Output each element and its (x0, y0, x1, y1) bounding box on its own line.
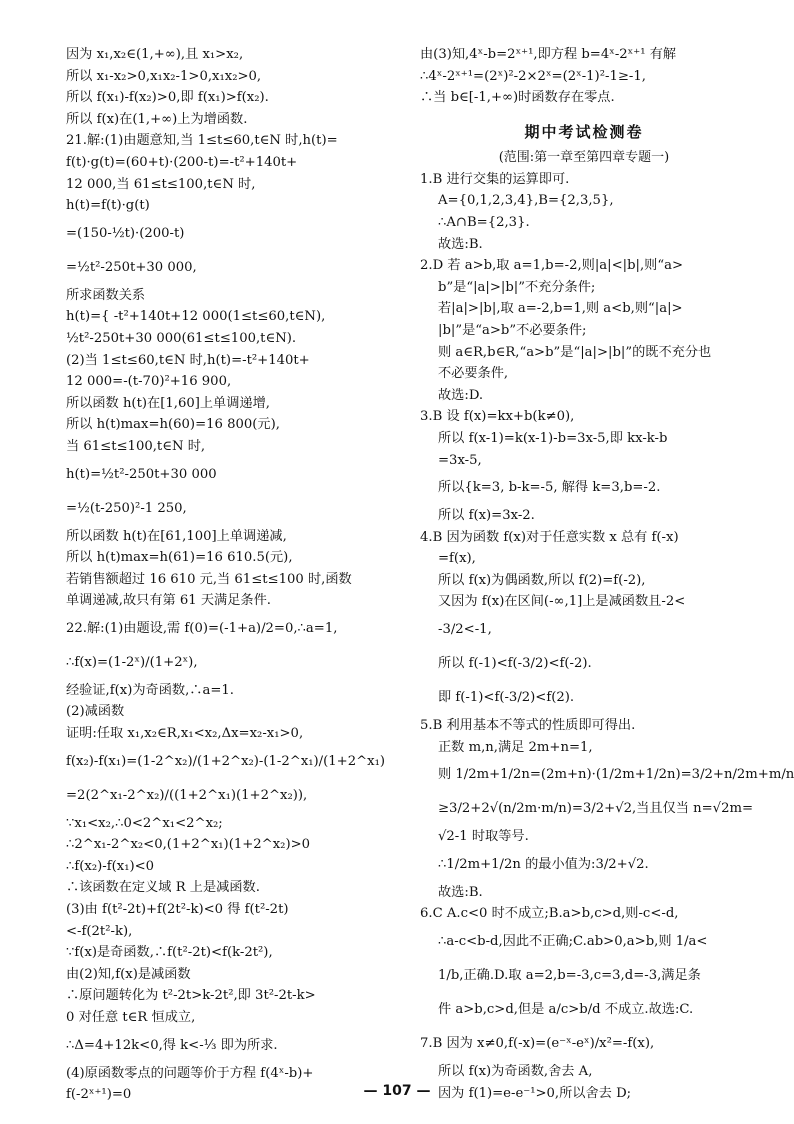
text-line: ∴2^x₁-2^x₂<0,(1+2^x₁)(1+2^x₂)>0 (66, 837, 311, 853)
text-line: ∴Δ=4+12k<0,得 k<-⅓ 即为所求. (66, 1037, 278, 1053)
right-column (420, 44, 794, 1104)
text-line: 所以函数 h(t)在[61,100]上单调递减, (66, 528, 287, 544)
text-line: 所以 f(x-1)=k(x-1)-b=3x-5,即 kx-k-b (438, 430, 668, 446)
text-line: h(t)=f(t)·g(t) (66, 198, 150, 214)
text-line: 0 对任意 t∈R 恒成立, (66, 1010, 196, 1025)
text-line: 因为 f(1)=e-e⁻¹>0,所以舍去 D; (438, 1085, 632, 1101)
text-line: =(150-½t)·(200-t) (66, 225, 185, 241)
text-line: 所以 f(-1)<f(-3/2)<f(-2). (438, 656, 592, 672)
text-line: 又因为 f(x)在区间(-∞,1]上是减函数且-2< (438, 594, 686, 610)
text-line: =3x-5, (438, 452, 482, 468)
text-line: f(-2ˣ⁺¹)=0 (66, 1087, 132, 1103)
text-line: ≥3/2+2√(n/2m·m/n)=3/2+√2,当且仅当 n=√2m= (438, 801, 754, 817)
text-line: b”是“|a|>|b|”不充分条件; (438, 279, 596, 295)
text-line: (2)当 1≤t≤60,t∈N 时,h(t)=-t²+140t+ (66, 352, 310, 368)
page-number: — 107 — (363, 1083, 431, 1099)
text-line: |b|”是“a>b”不必要条件; (438, 322, 587, 338)
text-line: ∴该函数在定义域 R 上是减函数. (66, 880, 260, 896)
text-line: =½(t-250)²-1 250, (66, 500, 187, 516)
answer-1: 1.B 进行交集的运算即可. (420, 171, 570, 187)
text-line: 所以 x₁-x₂>0,x₁x₂-1>0,x₁x₂>0, (66, 68, 262, 84)
text-line: 所以 h(t)max=h(60)=16 800(元), (66, 417, 280, 433)
text-line: 所以 f(x)为奇函数,舍去 A, (438, 1064, 593, 1080)
text-line: ∴4ˣ-2ˣ⁺¹=(2ˣ)²-2×2ˣ=(2ˣ-1)²-1≥-1, (420, 68, 646, 84)
text-line: ∵f(x)是奇函数,∴f(t²-2t)<f(k-2t²), (66, 945, 273, 961)
text-line: h(t)=½t²-250t+30 000 (66, 466, 217, 482)
text-line: 12 000,当 61≤t≤100,t∈N 时, (66, 176, 256, 192)
section-title: 期中考试检测卷 (524, 122, 644, 141)
text-line: 所以{k=3, b-k=-5, 解得 k=3,b=-2. (438, 480, 661, 496)
text-line: ∴原问题转化为 t²-2t>k-2t²,即 3t²-2t-k> (66, 988, 316, 1004)
text-line: 经验证,f(x)为奇函数,∴a=1. (66, 682, 234, 698)
text-line: 所以 f(x)为偶函数,所以 f(2)=f(-2), (438, 572, 646, 588)
text-line: 证明:任取 x₁,x₂∈R,x₁<x₂,Δx=x₂-x₁>0, (66, 726, 304, 742)
text-line: =2(2^x₁-2^x₂)/((1+2^x₁)(1+2^x₂)), (66, 787, 308, 803)
text-line: 故选:B. (438, 884, 483, 900)
problem-21-heading: 21.解:(1)由题意知,当 1≤t≤60,t∈N 时,h(t)= (66, 133, 338, 149)
answer-3: 3.B 设 f(x)=kx+b(k≠0), (420, 409, 575, 425)
answer-6: 6.C A.c<0 时不成立;B.a>b,c>d,则-c<-d, (420, 906, 679, 922)
text-line: =f(x), (438, 551, 476, 567)
text-line: ∴当 b∈[-1,+∞)时函数存在零点. (420, 90, 615, 106)
section-range: (范围:第一章至第四章专题一) (498, 149, 670, 165)
text-line: =½t²-250t+30 000, (66, 259, 197, 275)
answer-7: 7.B 因为 x≠0,f(-x)=(e⁻ˣ-eˣ)/x²=-f(x), (420, 1036, 655, 1052)
text-line: 所以 f(x)在(1,+∞)上为增函数. (66, 111, 248, 127)
text-line: 正数 m,n,满足 2m+n=1, (438, 739, 593, 755)
text-line: f(t)·g(t)=(60+t)·(200-t)=-t²+140t+ (66, 154, 298, 170)
text-line: 单调递减,故只有第 61 天满足条件. (66, 593, 271, 609)
left-column (66, 44, 404, 1106)
answer-2: 2.D 若 a>b,取 a=1,b=-2,则|a|<|b|,则“a> (420, 258, 684, 274)
text-line: (3)由 f(t²-2t)+f(2t²-k)<0 得 f(t²-2t) (66, 902, 289, 918)
text-line: 12 000=-(t-70)²+16 900, (66, 374, 232, 390)
text-line: ∴f(x₂)-f(x₁)<0 (66, 858, 155, 874)
problem-22-heading: 22.解:(1)由题设,需 f(0)=(-1+a)/2=0,∴a=1, (66, 620, 338, 636)
text-line: ∴a-c<b-d,因此不正确;C.ab>0,a>b,则 1/a< (438, 934, 708, 950)
text-line: -3/2<-1, (438, 622, 492, 638)
text-line: 件 a>b,c>d,但是 a/c>b/d 不成立.故选:C. (438, 1002, 694, 1018)
answer-5: 5.B 利用基本不等式的性质即可得出. (420, 718, 636, 734)
text-line: 所以函数 h(t)在[1,60]上单调递增, (66, 395, 270, 411)
text-line: 若销售额超过 16 610 元,当 61≤t≤100 时,函数 (66, 571, 352, 587)
text-line: A={0,1,2,3,4},B={2,3,5}, (438, 193, 614, 209)
text-line: 由(3)知,4ˣ-b=2ˣ⁺¹,即方程 b=4ˣ-2ˣ⁺¹ 有解 (420, 47, 677, 62)
text-line: 1/b,正确.D.取 a=2,b=-3,c=3,d=-3,满足条 (438, 968, 701, 984)
text-line: ∵x₁<x₂,∴0<2^x₁<2^x₂; (66, 815, 223, 831)
text-line: 则 a∈R,b∈R,“a>b”是“|a|>|b|”的既不充分也 (438, 344, 712, 360)
text-line: 所求函数关系 (66, 287, 146, 303)
text-line: 若|a|>|b|,取 a=-2,b=1,则 a<b,则“|a|> (438, 301, 683, 317)
piecewise-line: h(t)={ -t²+140t+12 000(1≤t≤60,t∈N), (66, 309, 326, 325)
text-line: 当 61≤t≤100,t∈N 时, (66, 438, 206, 454)
text-line: 即 f(-1)<f(-3/2)<f(2). (438, 690, 575, 706)
text-line: 所以 h(t)max=h(61)=16 610.5(元), (66, 550, 293, 566)
text-line: 不必要条件, (438, 366, 509, 382)
text-line: 故选:B. (438, 236, 483, 252)
text-line: ∴f(x)=(1-2ˣ)/(1+2ˣ), (66, 654, 198, 670)
text-line: 因为 x₁,x₂∈(1,+∞),且 x₁>x₂, (66, 47, 244, 62)
text-line: √2-1 时取等号. (438, 829, 529, 845)
text-line: (4)原函数零点的问题等价于方程 f(4ˣ-b)+ (66, 1065, 314, 1081)
text-line: ∴A∩B={2,3}. (438, 214, 530, 230)
text-line: 由(2)知,f(x)是减函数 (66, 966, 191, 982)
piecewise-line: ½t²-250t+30 000(61≤t≤100,t∈N). (66, 330, 297, 346)
text-line: 所以 f(x)=3x-2. (438, 508, 535, 524)
text-line: 故选:D. (438, 387, 484, 403)
text-line: ∴1/2m+1/2n 的最小值为:3/2+√2. (438, 856, 649, 872)
text-line: 所以 f(x₁)-f(x₂)>0,即 f(x₁)>f(x₂). (66, 90, 269, 106)
text-line: (2)减函数 (66, 704, 125, 720)
text-line: <-f(2t²-k), (66, 923, 133, 939)
text-line: f(x₂)-f(x₁)=(1-2^x₂)/(1+2^x₂)-(1-2^x₁)/(1+2^x₁) (66, 753, 386, 769)
answer-4: 4.B 因为函数 f(x)对于任意实数 x 总有 f(-x) (420, 529, 679, 545)
text-line: 则 1/2m+1/2n=(2m+n)·(1/2m+1/2n)=3/2+n/2m+m/n (438, 767, 794, 783)
